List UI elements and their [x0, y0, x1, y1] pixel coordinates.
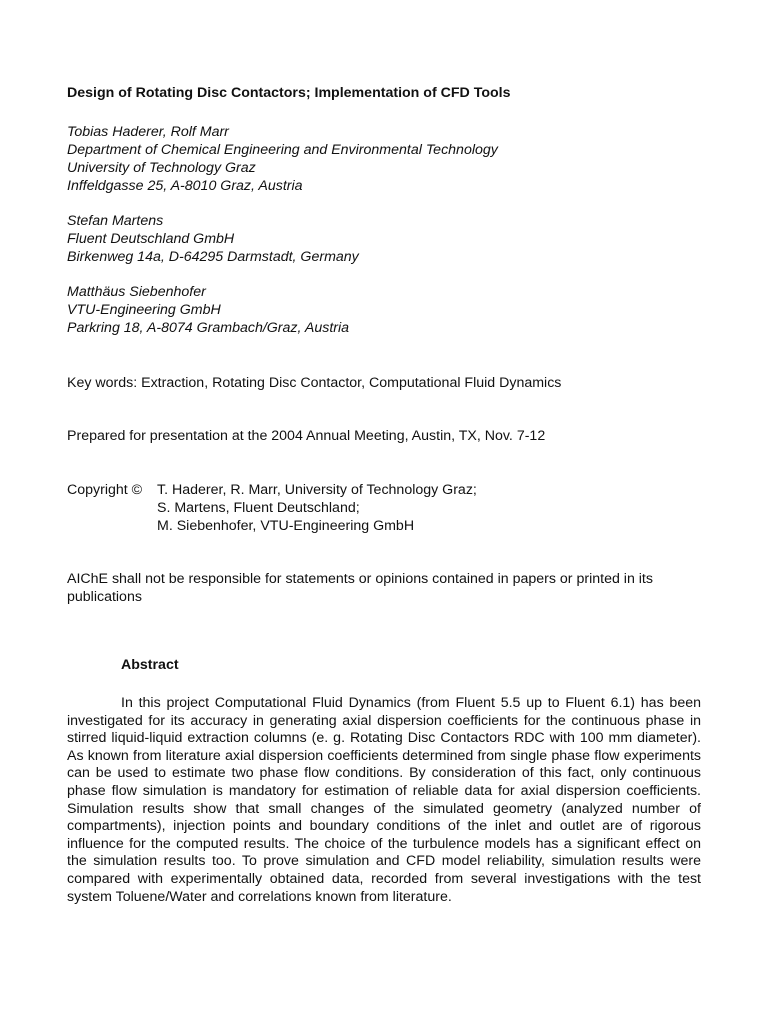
author-department: Department of Chemical Engineering and Environmental Technology [67, 142, 498, 158]
presentation-note [67, 427, 545, 445]
author-institution: VTU-Engineering GmbH [67, 302, 221, 318]
copyright-holder: S. Martens, Fluent Deutschland; [157, 500, 360, 516]
author-names: Tobias Haderer, Rolf Marr [67, 124, 229, 140]
copyright-label: Copyright © [67, 482, 143, 498]
author-block-3 [67, 283, 349, 337]
copyright-holder: T. Haderer, R. Marr, University of Technology Graz; [157, 482, 477, 498]
copyright-holders [157, 481, 477, 535]
keywords [67, 374, 561, 392]
disclaimer: AIChE shall not be responsible for statements or opinions contained in papers or printed in its publications [67, 571, 653, 605]
author-institution: Fluent Deutschland GmbH [67, 231, 235, 247]
author-institution: University of Technology Graz [67, 160, 256, 176]
author-address: Inffeldgasse 25, A-8010 Graz, Austria [67, 178, 303, 194]
abstract-body: In this project Computational Fluid Dynamics (from Fluent 5.5 up to Fluent 6.1) has been investigated for its accuracy in generating axial dispersion coefficients for the continuous phase in stirred liquid-liquid extraction columns (e. g. Rotating Disc Contactors RDC with 100 mm diameter). As known from literature axial dispersion coefficients determined from single phase flow experiments can be used to estimate two phase flow conditions. By consideration of this fact, only continuous phase flow simulation is mandatory for estimation of reliable data for axial dispersion coefficients. Simulation results show that small changes of the simulated geometry (analyzed number of compartments), injection points and boundary conditions of the inlet and outlet are of rigorous influence for the computed results. The choice of the turbulence models has a significant effect on the simulation results too. To prove simulation and CFD model reliability, simulation results were compared with experimentally obtained data, recorded from several investigations with the test system Toluene/Water and correlations known from literature. [67, 695, 701, 905]
author-address: Birkenweg 14a, D-64295 Darmstadt, Germany [67, 249, 359, 265]
author-block-2 [67, 212, 359, 266]
keywords-text: Key words: Extraction, Rotating Disc Contactor, Computational Fluid Dynamics [67, 375, 562, 391]
author-block-1 [67, 123, 498, 195]
copyright-holder: M. Siebenhofer, VTU-Engineering GmbH [157, 518, 415, 534]
paper-title: Design of Rotating Disc Contactors; Implementation of CFD Tools [67, 85, 511, 101]
author-names: Matthäus Siebenhofer [67, 284, 206, 300]
author-names: Stefan Martens [67, 213, 164, 229]
author-address: Parkring 18, A-8074 Grambach/Graz, Austria [67, 320, 350, 336]
abstract-heading: Abstract [121, 657, 179, 673]
presentation-note-text: Prepared for presentation at the 2004 Annual Meeting, Austin, TX, Nov. 7-12 [67, 428, 546, 444]
